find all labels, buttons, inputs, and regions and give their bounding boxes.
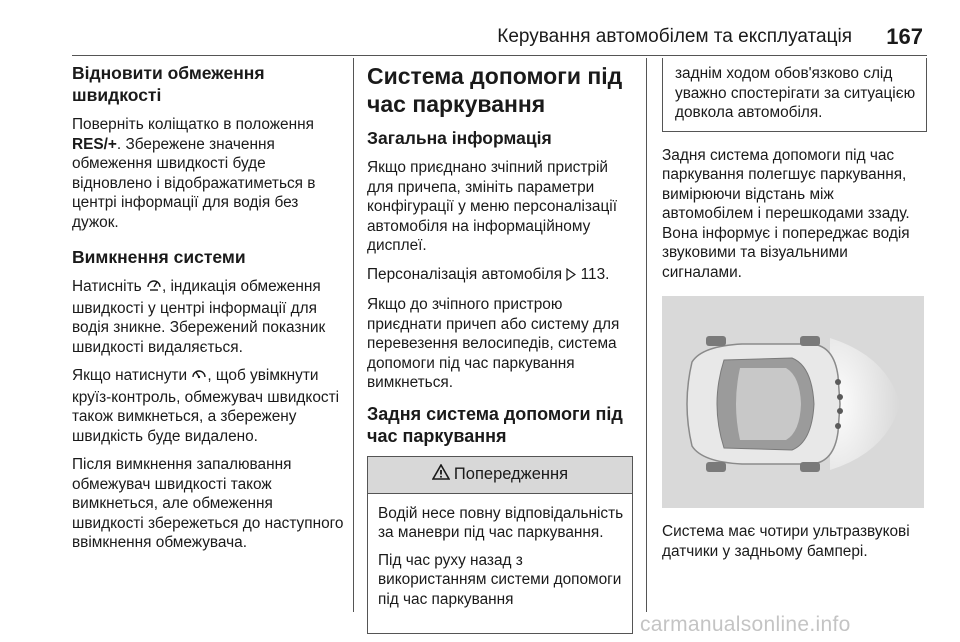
disable-paragraph-2 (72, 366, 344, 446)
disable-heading: Вимкнення системи (72, 247, 246, 267)
text-run: , щоб увімкнути круїз-контроль, обмежувач швидкості також вимкнеться, а збережену швидкість буде видалено. (72, 367, 340, 445)
page-reference-arrow-icon (566, 267, 576, 287)
warning-paragraph-2: Під час руху назад з використанням системи допомоги під час паркування (378, 551, 622, 608)
parking-sensor-illustration (662, 296, 924, 508)
text-run: . Збережене значення обмеження швидкості буде відновлено і відображатиметься в центрі інформації для водія без дужок. (72, 135, 316, 231)
warning-triangle-icon (432, 464, 450, 486)
left-column (72, 62, 344, 562)
warning-title: Попередження (453, 464, 569, 483)
rear-heading: Задня система допомоги під час паркування (367, 403, 623, 446)
text-run: , індикація обмеження швидкості у центрі інформації для водія зникне. Збережений показник швидкості видаляється. (72, 278, 326, 356)
disable-paragraph-1 (72, 277, 344, 357)
general-paragraph-3: Якщо до зчіпного пристрою приєднати причеп або систему для перевезення велосипедів, система допомоги під час паркування вимкнеться. (367, 296, 620, 391)
middle-column (367, 62, 633, 634)
disable-paragraph-3: Після вимкнення запалювання обмежувач швидкості також вимкнеться, але обмеження швидкості збережеться до наступного ввімкнення обмежувача. (72, 456, 344, 551)
general-paragraph-2: Персоналізація автомобіля 113. (367, 265, 633, 287)
warning-header (368, 457, 632, 494)
column-divider (353, 58, 354, 612)
general-heading: Загальна інформація (367, 128, 552, 148)
column-divider (646, 58, 647, 612)
warning-continued-text: заднім ходом обов'язково слід уважно спостерігати за ситуацією довкола автомобіля. (675, 65, 916, 121)
rear-assist-paragraph-1: Задня система допомоги під час паркування полегшує паркування, вимірюючи відстань між автомобілем і перешкодами ззаду. Вона інформує і попереджає водія звуковими та візуальними сигналами. (662, 146, 910, 281)
section-title: Система допомоги під час паркування (367, 63, 623, 117)
cruise-control-icon (191, 366, 207, 388)
general-paragraph-1: Якщо приєднано зчіпний пристрій для причепа, змініть параметри конфігурації у меню персоналізації автомобіля на інформаційному дисплеї. (367, 159, 617, 254)
text-run: Поверніть коліщатко в положення (72, 116, 314, 133)
watermark: carmanualsonline.info (640, 613, 851, 636)
warning-box-continued (662, 58, 927, 132)
warning-paragraph-1: Водій несе повну відповідальність за маневри під час паркування. (378, 504, 624, 541)
restore-paragraph (72, 115, 344, 232)
header-rule (72, 55, 927, 56)
rear-assist-paragraph-2: Система має чотири ультразвукові датчики у задньому бампері. (662, 523, 910, 560)
warning-box (367, 456, 633, 634)
text-run: Якщо натиснути (72, 367, 192, 384)
restore-heading: Відновити обмеження швидкості (72, 63, 265, 105)
page-reference-link[interactable]: 113 (580, 265, 606, 283)
res-key-label: RES/+ (72, 135, 117, 153)
page-number: 167 (886, 24, 923, 49)
speed-limiter-icon (146, 277, 162, 299)
chapter-title: Керування автомобілем та експлуатація (497, 26, 852, 47)
page-header (0, 0, 960, 60)
text-run: Натисніть (72, 278, 146, 295)
text-run: Персоналізація автомобіля (367, 265, 567, 283)
warning-body (368, 494, 632, 610)
right-column (662, 58, 927, 570)
